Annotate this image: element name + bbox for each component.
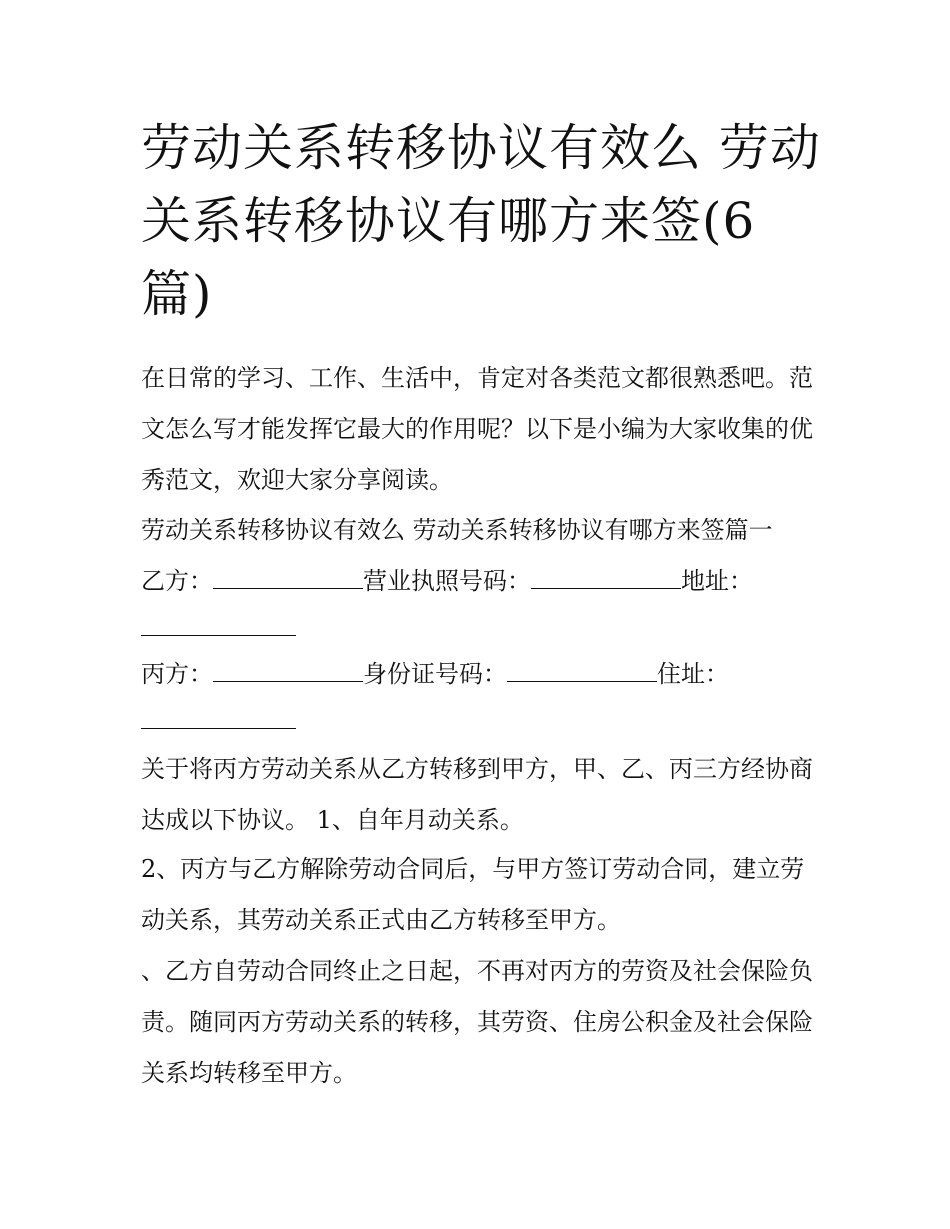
- party-c-name-blank: [213, 659, 363, 682]
- address-label: 地址：: [681, 567, 753, 595]
- party-b-line: [141, 566, 753, 596]
- clause-intro: 关于将丙方劳动关系从乙方转移到甲方，甲、乙、丙三方经协商达成以下协议。 1、自年月动关系。: [141, 755, 813, 834]
- business-license-label: 营业执照号码：: [363, 567, 531, 595]
- id-number-blank: [507, 659, 657, 682]
- business-license-blank: [531, 566, 681, 589]
- party-c-line: [141, 659, 729, 689]
- party-c-label: 丙方：: [141, 660, 213, 688]
- clause-2: 2、丙方与乙方解除劳动合同后，与甲方签订劳动合同，建立劳动关系，其劳动关系正式由乙方转移至甲方。: [141, 855, 805, 934]
- document-title: 劳动关系转移协议有效么 劳动关系转移协议有哪方来签(6篇): [141, 119, 821, 323]
- intro-paragraph: 在日常的学习、工作、生活中，肯定对各类范文都很熟悉吧。范文怎么写才能发挥它最大的作用呢？以下是小编为大家收集的优秀范文，欢迎大家分享阅读。: [141, 364, 813, 494]
- id-number-label: 身份证号码：: [363, 660, 507, 688]
- party-b-label: 乙方：: [141, 567, 213, 595]
- section-heading: 劳动关系转移协议有效么 劳动关系转移协议有哪方来签篇一: [141, 516, 773, 544]
- address-blank: [141, 635, 296, 636]
- party-b-name-blank: [213, 566, 363, 589]
- residence-blank: [141, 728, 296, 729]
- residence-label: 住址：: [657, 660, 729, 688]
- clause-3: 、乙方自劳动合同终止之日起，不再对丙方的劳资及社会保险负责。随同丙方劳动关系的转移，其劳资、住房公积金及社会保险关系均转移至甲方。: [141, 957, 813, 1087]
